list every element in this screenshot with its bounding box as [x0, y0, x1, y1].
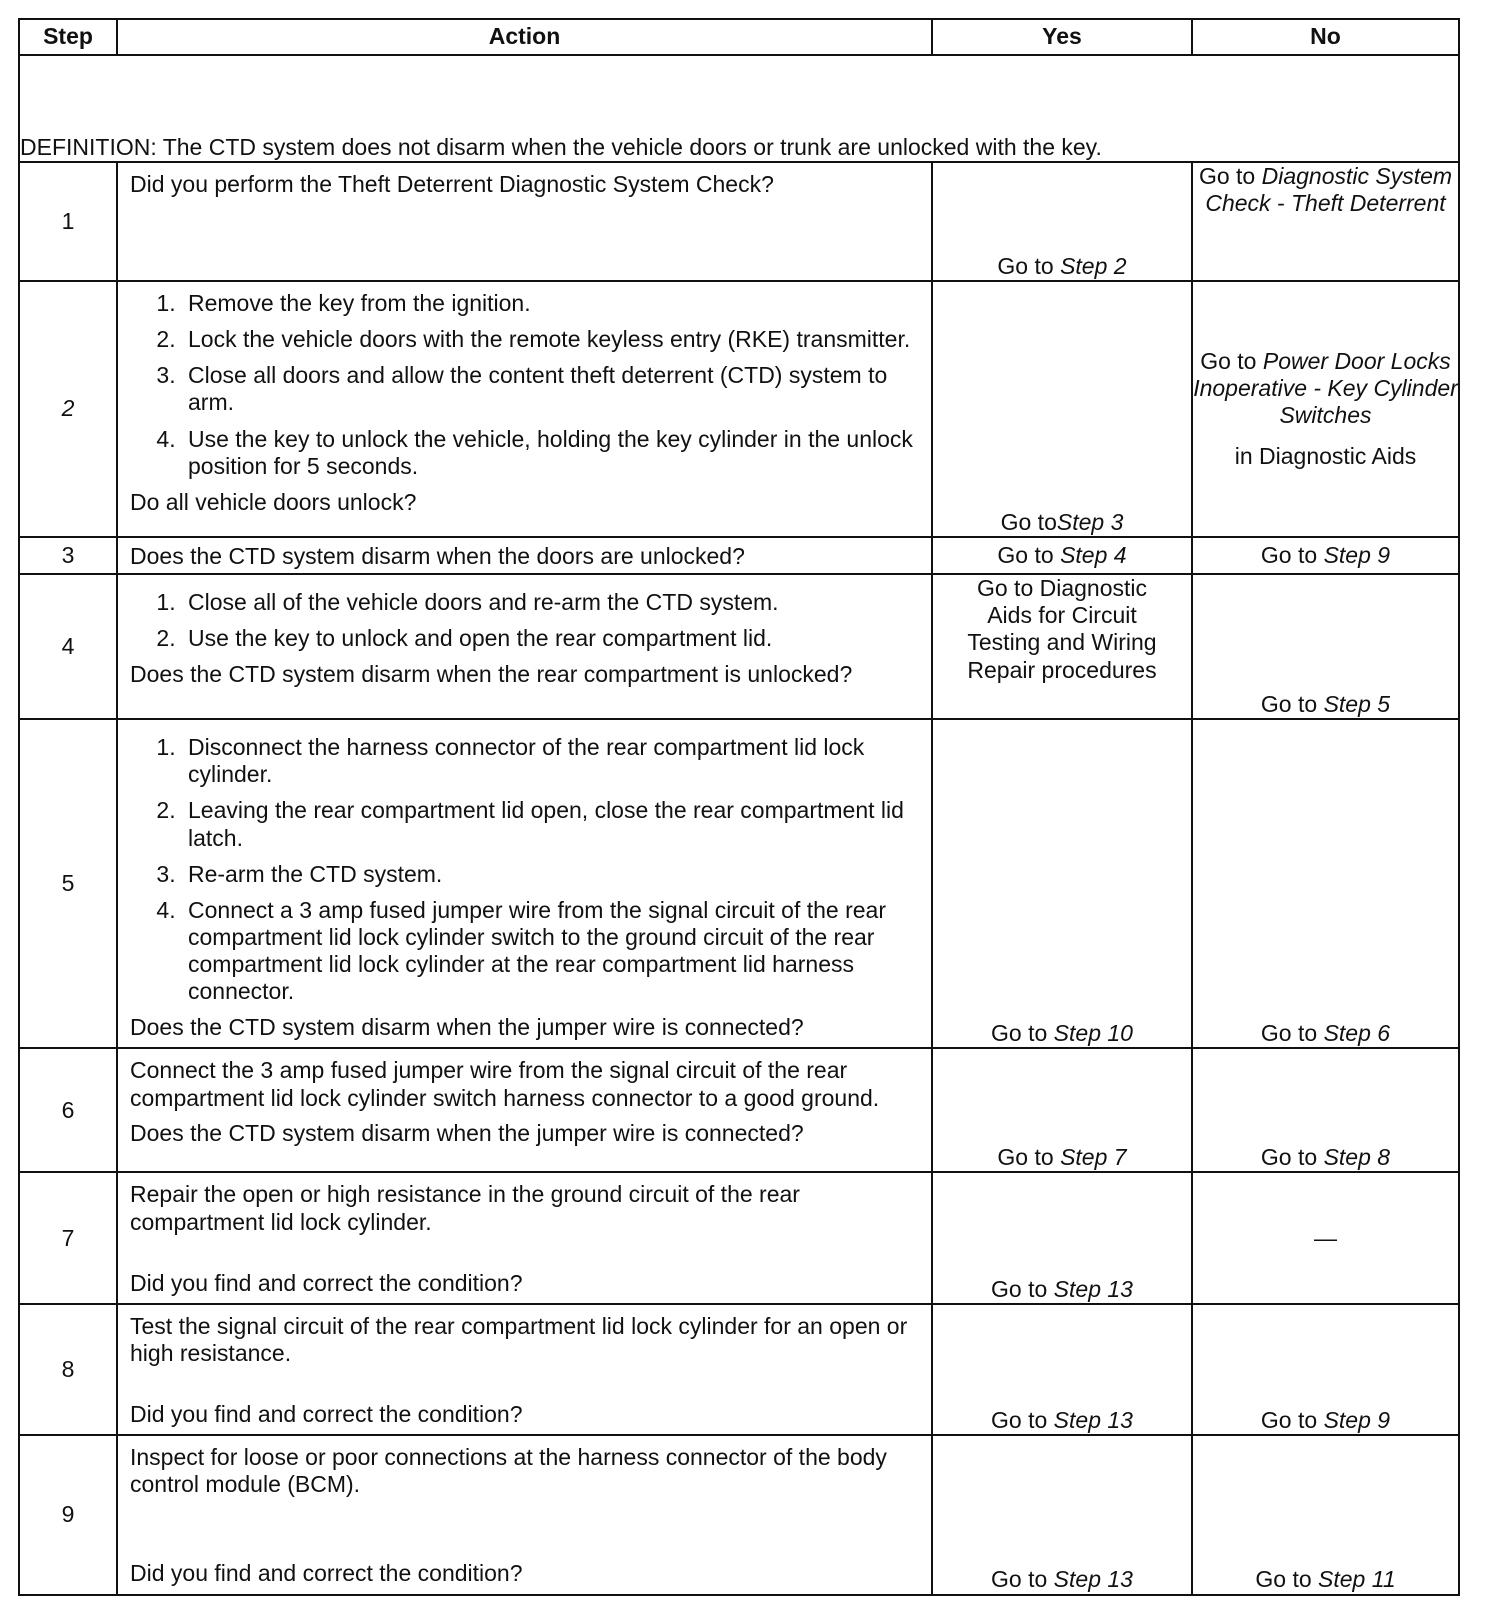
no-prefix: Go to: [1260, 542, 1324, 568]
header-step: Step: [19, 19, 117, 55]
yes-prefix: Go to: [991, 1407, 1054, 1433]
action-question: Did you find and correct the condition?: [130, 1401, 523, 1427]
yes-step-link[interactable]: Step 13: [1053, 1407, 1133, 1433]
yes-prefix: Go to: [1000, 508, 1057, 535]
list-item: 2. Leaving the rear compartment lid open, close the rear compartment lid latch.: [182, 797, 919, 851]
action-steps-list: [130, 589, 919, 652]
action-cell: [117, 162, 932, 281]
list-item: 1. Remove the key from the ignition.: [182, 290, 919, 317]
step-number-text: 2: [61, 395, 75, 422]
yes-procedure-link[interactable]: Go to Diagnostic Aids for Circuit Testing and Wiring Repair procedures: [967, 575, 1157, 683]
header-yes: Yes: [932, 19, 1192, 55]
yes-step-link[interactable]: Step 10: [1053, 1020, 1133, 1047]
action-question: Did you find and correct the condition?: [130, 1269, 523, 1296]
yes-prefix: Go to: [991, 1020, 1054, 1047]
yes-cell: [932, 537, 1192, 574]
no-step-link[interactable]: Step 5: [1323, 691, 1391, 717]
step-number: 3: [19, 537, 117, 574]
no-dash: —: [1314, 1224, 1337, 1251]
action-question: Does the CTD system disarm when the rear compartment is unlocked?: [130, 661, 853, 688]
yes-step-link[interactable]: Step 7: [1060, 1144, 1127, 1171]
no-step-link[interactable]: Step 6: [1323, 1020, 1391, 1047]
action-steps-list: [130, 290, 919, 480]
action-steps-list: [130, 734, 919, 1005]
step-number: 5: [19, 719, 117, 1048]
action-text: Repair the open or high resistance in the ground circuit of the rear compartment lid lock cylinder.: [130, 1181, 800, 1235]
action-text: Did you perform the Theft Deterrent Diagnostic System Check?: [130, 171, 774, 197]
no-prefix: Go to: [1260, 691, 1324, 717]
step-number: 9: [19, 1435, 117, 1594]
header-no: No: [1192, 19, 1459, 55]
yes-cell: [932, 162, 1192, 281]
action-question: Did you find and correct the condition?: [130, 1560, 523, 1587]
list-item: 3. Close all doors and allow the content theft deterrent (CTD) system to arm.: [182, 362, 919, 416]
yes-prefix: Go to: [991, 1566, 1054, 1593]
no-cell: [1192, 574, 1459, 719]
no-prefix: Go to: [1255, 1566, 1319, 1593]
no-cell: [1192, 281, 1459, 537]
yes-cell: [932, 574, 1192, 719]
no-cell: [1192, 1304, 1459, 1435]
action-text: Test the signal circuit of the rear compartment lid lock cylinder for an open or high resistance.: [130, 1312, 908, 1366]
yes-prefix: Go to: [997, 542, 1061, 568]
no-step-link[interactable]: Step 9: [1323, 1407, 1391, 1433]
action-cell: [117, 1304, 932, 1435]
yes-step-link[interactable]: Step 4: [1060, 542, 1127, 568]
list-item: 2. Lock the vehicle doors with the remote keyless entry (RKE) transmitter.: [182, 326, 919, 353]
yes-step-link[interactable]: Step 3: [1056, 508, 1124, 535]
yes-cell: [932, 281, 1192, 537]
diagnostic-table: [18, 18, 1460, 1596]
list-item: 1. Disconnect the harness connector of the rear compartment lid lock cylinder.: [182, 734, 919, 788]
yes-step-link[interactable]: Step 13: [1053, 1275, 1133, 1302]
list-item: 4. Connect a 3 amp fused jumper wire from the signal circuit of the rear compartment lid lock cylinder switch to the ground circuit of the rear compartment lid lock cylinder at the rear compartment lid harness connector.: [182, 897, 919, 1006]
no-cell: [1192, 1435, 1459, 1594]
no-step-link[interactable]: Step 8: [1323, 1144, 1391, 1171]
table-row: [19, 1048, 1459, 1172]
no-cell: [1192, 719, 1459, 1048]
yes-step-link[interactable]: Step 2: [1060, 252, 1127, 279]
table-row: [19, 719, 1459, 1048]
list-item: 3. Re-arm the CTD system.: [182, 861, 919, 888]
action-cell: [117, 719, 932, 1048]
no-procedure-link[interactable]: Diagnostic System Check - Theft Deterrent: [1205, 163, 1453, 217]
no-cell: [1192, 162, 1459, 281]
step-number: 4: [19, 574, 117, 719]
yes-cell: [932, 1172, 1192, 1303]
header-action: Action: [117, 19, 932, 55]
no-prefix: Go to: [1260, 1407, 1324, 1433]
no-prefix: Go to: [1198, 163, 1262, 189]
action-text: Does the CTD system disarm when the doors are unlocked?: [130, 543, 745, 569]
action-cell: [117, 1048, 932, 1172]
action-question: Do all vehicle doors unlock?: [130, 488, 417, 515]
yes-cell: [932, 1304, 1192, 1435]
list-item: 2. Use the key to unlock and open the rear compartment lid.: [182, 625, 919, 652]
yes-prefix: Go to: [997, 252, 1061, 279]
step-number: 7: [19, 1172, 117, 1303]
yes-prefix: Go to: [991, 1275, 1054, 1302]
no-cell: [1192, 1172, 1459, 1303]
action-cell: [117, 281, 932, 537]
list-item: 4. Use the key to unlock the vehicle, holding the key cylinder in the unlock position for 5 seconds.: [182, 426, 919, 480]
no-prefix: Go to: [1260, 1020, 1324, 1047]
no-procedure-link[interactable]: Power Door Locks Inoperative - Key Cylinder Switches: [1193, 347, 1458, 428]
action-cell: [117, 1172, 932, 1303]
table-row: [19, 162, 1459, 281]
step-number: 6: [19, 1048, 117, 1172]
yes-cell: [932, 1435, 1192, 1594]
definition-text: DEFINITION: The CTD system does not disarm when the vehicle doors or trunk are unlocked with the key.: [19, 55, 1459, 162]
yes-step-link[interactable]: Step 13: [1053, 1566, 1133, 1593]
action-question: Does the CTD system disarm when the jumper wire is connected?: [130, 1119, 804, 1146]
table-row: [19, 1435, 1459, 1594]
table-row: [19, 537, 1459, 574]
no-suffix: in Diagnostic Aids: [1234, 443, 1417, 470]
action-text: Inspect for loose or poor connections at the harness connector of the body control module (BCM).: [130, 1444, 887, 1498]
no-cell: [1192, 1048, 1459, 1172]
step-number: 1: [19, 162, 117, 281]
no-step-link[interactable]: Step 11: [1318, 1566, 1396, 1593]
step-number: 8: [19, 1304, 117, 1435]
no-step-link[interactable]: Step 9: [1323, 542, 1391, 568]
yes-prefix: Go to: [997, 1144, 1061, 1171]
action-cell: [117, 1435, 932, 1594]
definition-row: [19, 55, 1459, 162]
action-text: Connect the 3 amp fused jumper wire from the signal circuit of the rear compartment lid lock cylinder switch harness connector to a good ground.: [130, 1057, 880, 1111]
list-item: 1. Close all of the vehicle doors and re-arm the CTD system.: [182, 589, 919, 616]
table-row: [19, 281, 1459, 537]
step-number: [19, 281, 117, 537]
no-cell: [1192, 537, 1459, 574]
action-cell: [117, 574, 932, 719]
table-row: [19, 1304, 1459, 1435]
yes-cell: [932, 719, 1192, 1048]
header-row: [19, 19, 1459, 55]
no-prefix: Go to: [1200, 347, 1263, 374]
no-prefix: Go to: [1260, 1144, 1324, 1171]
action-question: Does the CTD system disarm when the jumper wire is connected?: [130, 1014, 804, 1041]
yes-cell: [932, 1048, 1192, 1172]
table-row: [19, 574, 1459, 719]
table-row: [19, 1172, 1459, 1303]
action-cell: [117, 537, 932, 574]
